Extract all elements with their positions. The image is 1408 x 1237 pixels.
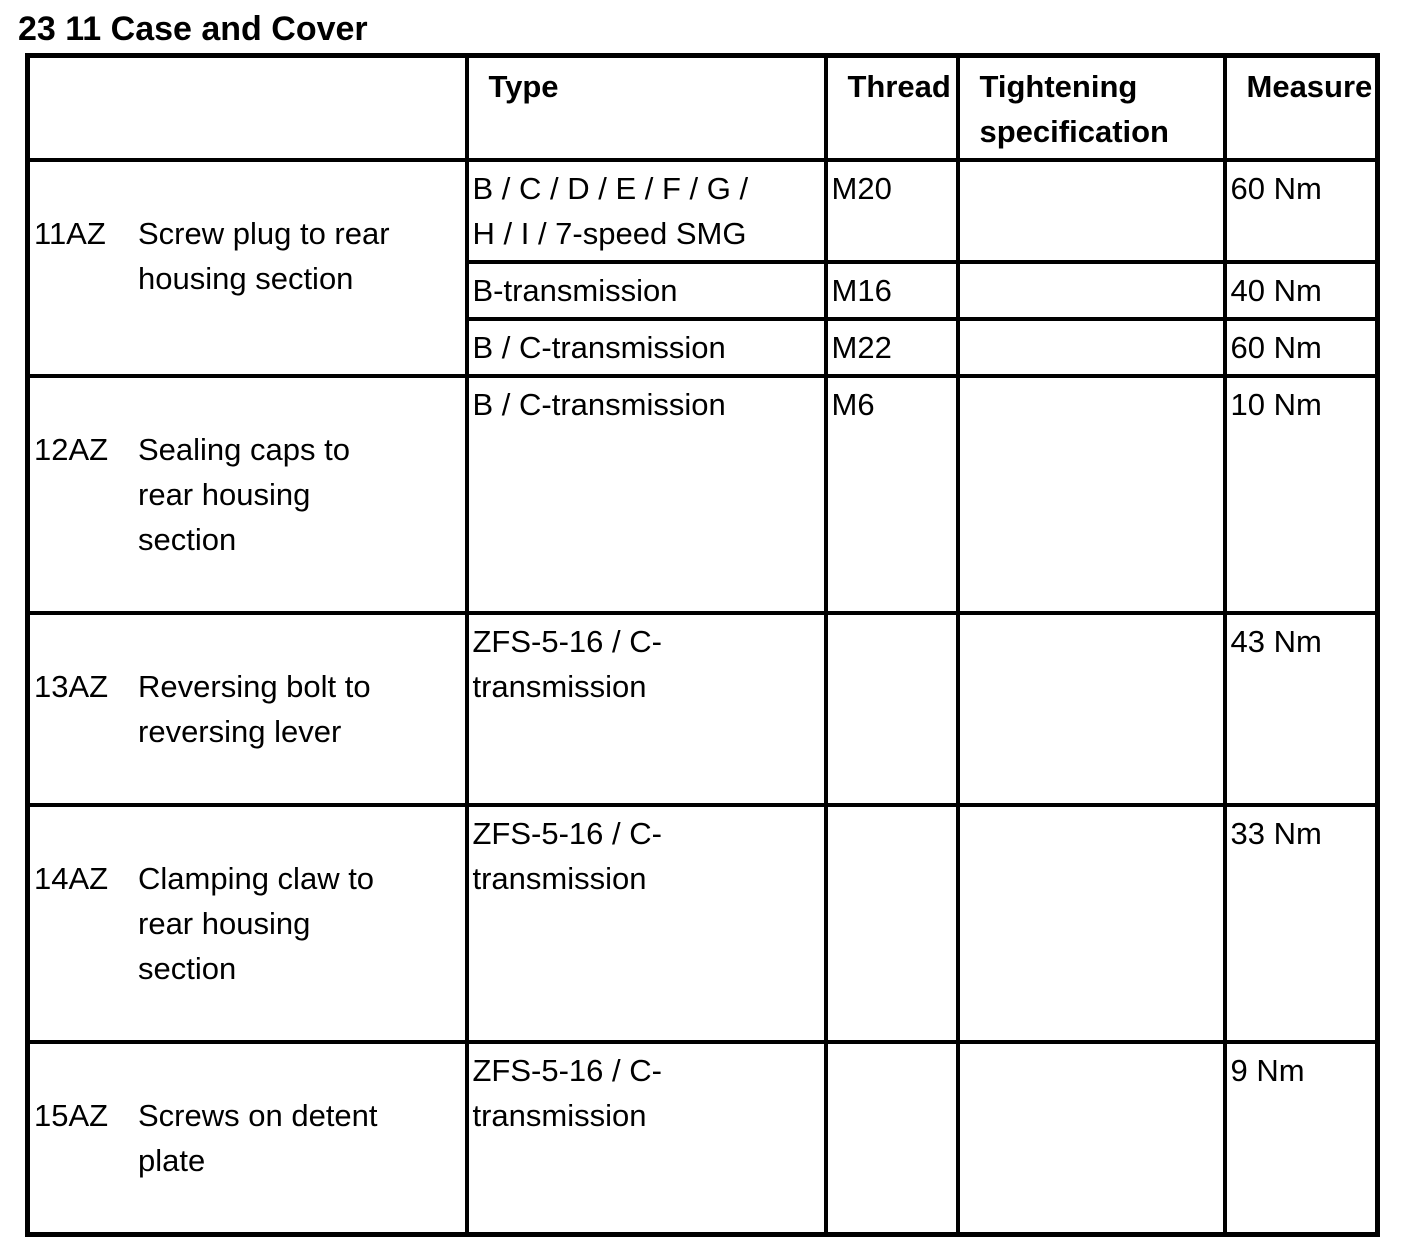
table-row xyxy=(28,160,1378,262)
tightening-cell xyxy=(958,376,1225,613)
measure-cell: 40 Nm xyxy=(1225,262,1378,319)
row-id: 15AZ xyxy=(34,1098,109,1133)
table-row xyxy=(28,1042,1378,1235)
row-id: 13AZ xyxy=(34,669,109,704)
row-description: Screw plug to rear housing section xyxy=(138,216,390,296)
table-row xyxy=(28,613,1378,805)
type-cell: ZFS-5-16 / C- transmission xyxy=(467,613,826,805)
measure-cell: 60 Nm xyxy=(1225,319,1378,376)
item-cell xyxy=(28,805,467,1042)
type-cell: B / C / D / E / F / G / H / I / 7-speed SMG xyxy=(467,160,826,262)
header-thread: Thread xyxy=(826,56,958,161)
header-item xyxy=(28,56,467,161)
row-id: 12AZ xyxy=(34,432,109,467)
row-description: Screws on detent plate xyxy=(138,1098,378,1178)
row-id: 14AZ xyxy=(34,861,109,896)
table-row xyxy=(28,376,1378,613)
header-measure: Measure xyxy=(1225,56,1378,161)
page-title: 23 11 Case and Cover xyxy=(18,10,368,48)
tightening-cell xyxy=(958,613,1225,805)
row-description: Sealing caps to rear housing section xyxy=(138,432,350,557)
thread-cell xyxy=(826,805,958,1042)
type-cell: ZFS-5-16 / C- transmission xyxy=(467,1042,826,1235)
measure-cell: 60 Nm xyxy=(1225,160,1378,262)
row-description: Clamping claw to rear housing section xyxy=(138,861,375,986)
thread-cell xyxy=(826,1042,958,1235)
torque-spec-table xyxy=(25,53,1380,1237)
item-cell xyxy=(28,376,467,613)
thread-cell xyxy=(826,613,958,805)
tightening-cell xyxy=(958,160,1225,262)
header-tightening-specification: Tightening specification xyxy=(958,56,1225,161)
row-id: 11AZ xyxy=(34,216,106,251)
thread-cell: M16 xyxy=(826,262,958,319)
table-row xyxy=(28,805,1378,1042)
item-cell xyxy=(28,160,467,376)
measure-cell: 33 Nm xyxy=(1225,805,1378,1042)
thread-cell: M20 xyxy=(826,160,958,262)
type-cell: B / C-transmission xyxy=(467,319,826,376)
tightening-cell xyxy=(958,262,1225,319)
type-cell: ZFS-5-16 / C- transmission xyxy=(467,805,826,1042)
thread-cell: M6 xyxy=(826,376,958,613)
row-description: Reversing bolt to reversing lever xyxy=(138,669,371,749)
header-row xyxy=(28,56,1378,161)
header-type: Type xyxy=(467,56,826,161)
item-cell xyxy=(28,613,467,805)
measure-cell: 9 Nm xyxy=(1225,1042,1378,1235)
tightening-cell xyxy=(958,805,1225,1042)
measure-cell: 43 Nm xyxy=(1225,613,1378,805)
type-cell: B-transmission xyxy=(467,262,826,319)
tightening-cell xyxy=(958,1042,1225,1235)
tightening-cell xyxy=(958,319,1225,376)
measure-cell: 10 Nm xyxy=(1225,376,1378,613)
type-cell: B / C-transmission xyxy=(467,376,826,613)
item-cell xyxy=(28,1042,467,1235)
thread-cell: M22 xyxy=(826,319,958,376)
